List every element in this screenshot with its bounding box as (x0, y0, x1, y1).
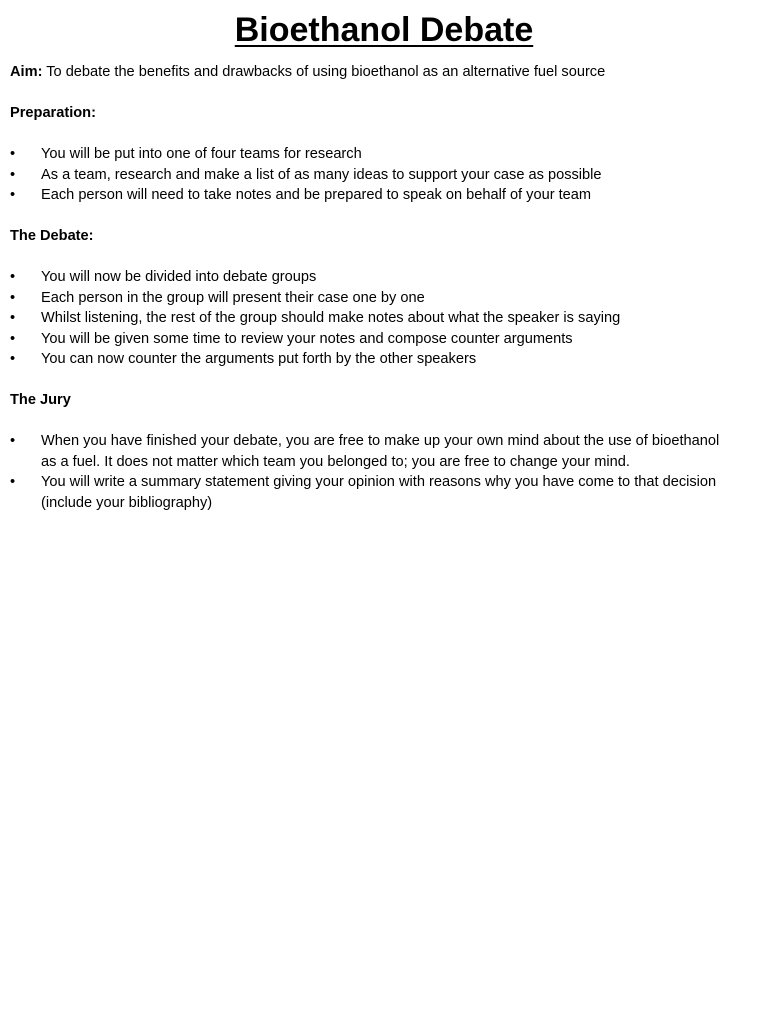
section-heading-preparation: Preparation: (10, 105, 96, 121)
document-body (10, 62, 725, 513)
list-item-text: When you have finished your debate, you are free to make up your own mind about the use of bioethanol as a fuel. It does not matter which team you belonged to; you are free to change your mind. (41, 433, 720, 470)
aim-paragraph (10, 62, 725, 83)
list-item-text: Whilst listening, the rest of the group should make notes about what the speaker is saying (41, 310, 621, 326)
spacer (10, 247, 725, 268)
list-item (10, 288, 725, 309)
aim-text: To debate the benefits and drawbacks of using bioethanol as an alternative fuel source (42, 64, 606, 80)
list-item (10, 329, 725, 350)
list-item-text: As a team, research and make a list of as many ideas to support your case as possible (41, 166, 602, 183)
list-item-text: You will now be divided into debate groups (41, 269, 317, 285)
list-item (10, 349, 725, 370)
spacer (10, 206, 725, 227)
bullet-icon: • (10, 310, 16, 326)
list-item (10, 267, 725, 288)
bullet-icon: • (10, 474, 16, 490)
bullet-icon: • (10, 146, 16, 162)
list-item-text: You can now counter the arguments put forth by the other speakers (41, 351, 477, 367)
list-item (10, 308, 725, 329)
bullet-icon: • (10, 351, 16, 367)
list-item-text: You will be given some time to review your notes and compose counter arguments (41, 330, 573, 347)
list-item (10, 472, 725, 513)
jury-list (10, 431, 725, 513)
list-item (10, 165, 725, 186)
list-item-text: You will be put into one of four teams for research (41, 146, 362, 162)
section-heading-jury: The Jury (10, 392, 71, 408)
list-item-text: Each person in the group will present their case one by one (41, 289, 425, 306)
bullet-icon: • (10, 187, 16, 203)
page-title: Bioethanol Debate (234, 11, 534, 49)
bullet-icon: • (10, 289, 16, 306)
list-item (10, 431, 725, 472)
bullet-icon: • (10, 269, 16, 285)
spacer (10, 411, 725, 432)
bullet-icon: • (10, 433, 16, 449)
spacer (10, 83, 725, 104)
list-item-text: You will write a summary statement giving your opinion with reasons why you have come to that decision (include your bibliography) (41, 474, 717, 511)
preparation-list (10, 144, 725, 206)
aim-label: Aim: (10, 64, 43, 80)
list-item (10, 185, 725, 206)
list-item (10, 144, 725, 165)
bullet-icon: • (10, 166, 16, 183)
bullet-icon: • (10, 330, 16, 347)
debate-list (10, 267, 725, 370)
spacer (10, 370, 725, 391)
list-item-text: Each person will need to take notes and be prepared to speak on behalf of your team (41, 187, 592, 203)
spacer (10, 124, 725, 145)
section-heading-debate: The Debate: (10, 228, 94, 244)
